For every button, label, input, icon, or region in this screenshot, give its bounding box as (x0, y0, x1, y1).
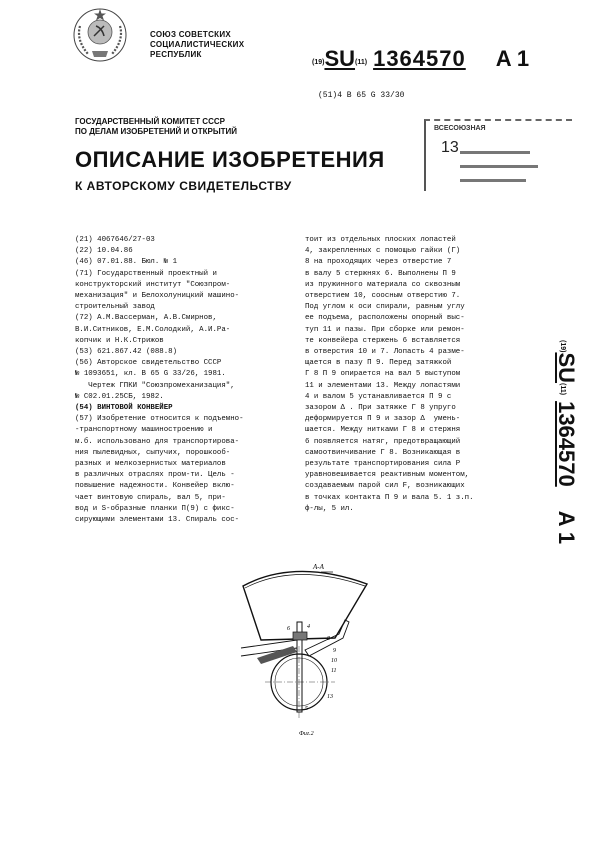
ussr-emblem (70, 6, 130, 64)
part-label: 8 (327, 636, 330, 642)
inid-code-19: (19) (312, 59, 325, 66)
abstract-line: отверстием 10, соосным отверстию 7. (305, 292, 461, 301)
biblio-line: (56) Авторское свидетельство СССР (75, 359, 222, 368)
abstract-line: вод и S-образные планки П(9) с фикс- (75, 504, 235, 513)
abstract-line: разных и мелкозернистых материалов (75, 460, 226, 469)
union-line: РЕСПУБЛИК (150, 50, 202, 59)
document-kind: A 1 (554, 510, 579, 545)
union-name (150, 30, 244, 60)
abstract-line: деформируется П 9 и зазор Δ умень- (305, 415, 461, 424)
abstract-line: в различных отраслях пром-ти. Цель - (75, 471, 235, 480)
biblio-line: (71) Государственный проектный и (75, 269, 217, 278)
biblio-line: № 1093651, кл. В 65 G 33/26, 1981. (75, 370, 226, 379)
stamp-smudge (460, 151, 530, 154)
abstract-line: шается. Между нитками Г 8 и стержня (305, 426, 461, 435)
abstract-line: щается в пазу П 9. Перед затяжкой (305, 359, 452, 368)
document-subtitle: К АВТОРСКОМУ СВИДЕТЕЛЬСТВУ (75, 179, 292, 193)
committee-name (75, 117, 237, 137)
part-label: 6 (287, 626, 290, 632)
biblio-line: Чертеж ГПКИ "Союзпромеханизация", (75, 381, 235, 390)
union-line: СОЦИАЛИСТИЧЕСКИХ (150, 40, 245, 49)
abstract-column (305, 235, 550, 515)
stamp-label: ВСЕСОЮЗНАЯ (434, 125, 486, 132)
patent-id-line (312, 46, 529, 72)
biblio-line: копчик и Н.К.Стрижов (75, 336, 164, 345)
inid-code-11: (11) (355, 59, 368, 66)
abstract-line: (57) Изобретение относится к подъемно- (75, 415, 244, 424)
abstract-line: чает винтовую спираль, вал 5, при- (75, 493, 226, 502)
committee-line: ГОСУДАРСТВЕННЫЙ КОМИТЕТ СССР (75, 117, 225, 126)
abstract-line: из пружинного материала со сквозным (305, 280, 461, 289)
biblio-line: № С02.01.25СБ, 1982. (75, 392, 164, 401)
biblio-line: механизация" и Белохолуницкий машино- (75, 292, 240, 301)
patent-number: 1364570 (554, 401, 579, 487)
country-code: SU (324, 46, 356, 71)
ipc-classification: (51)4 B 65 G 33/30 (318, 91, 405, 100)
nut (293, 632, 307, 640)
part-label: 5 (305, 706, 308, 712)
biblio-line: конструкторский институт "Союзпром- (75, 280, 231, 289)
vertical-patent-number (539, 340, 579, 670)
abstract-line: в точках контакта П 9 и вала 5. 1 з.п. (305, 493, 474, 502)
abstract-line: результате транспортирования сила P (305, 460, 461, 469)
section-label: А-А (313, 563, 324, 571)
abstract-line: 4, закрепленных с помощью гайки (Г) (305, 247, 461, 256)
committee-line: ПО ДЕЛАМ ИЗОБРЕТЕНИЙ И ОТКРЫТИЙ (75, 127, 238, 136)
document-title: ОПИСАНИЕ ИЗОБРЕТЕНИЯ (75, 147, 385, 172)
abstract-line: 11 и элементами 13. Между лопастями (305, 381, 461, 390)
figure-caption: Фиг.2 (299, 731, 314, 737)
abstract-line: повышение надежности. Конвейер вклю- (75, 482, 235, 491)
trough-inner (245, 574, 365, 588)
trough-outline (243, 571, 367, 640)
abstract-line: 4 и валом 5 устанавливается П 9 с (305, 392, 452, 401)
abstract-line: туп 11 и пазы. При сборке или ремон- (305, 325, 465, 334)
part-label: 13 (327, 694, 333, 700)
inid-code-11: (11) (559, 383, 566, 396)
abstract-line: уравновешивается реактивным моментом, (305, 471, 470, 480)
technical-drawing (235, 560, 385, 740)
biblio-line: В.И.Ситников, Е.М.Солодкий, А.И.Ра- (75, 325, 231, 334)
union-line: СОЮЗ СОВЕТСКИХ (150, 30, 232, 39)
library-stamp (424, 119, 572, 191)
abstract-line: 8 на проходящих через отверстие 7 (305, 258, 452, 267)
abstract-line: -транспортному машиностроению и (75, 426, 213, 435)
abstract-line: Г 8 П 9 опирается на вал 5 выступом (305, 370, 461, 379)
abstract-line: 6 появляется натяг, предотвращающий (305, 437, 461, 446)
biblio-line: (72) А.М.Вассерман, А.В.Смирнов, (75, 314, 217, 323)
biblio-line: строительный завод (75, 303, 155, 312)
patent-number: 1364570 (373, 46, 466, 71)
biblio-line: (21) 4067646/27-03 (75, 236, 155, 244)
abstract-line: создаваемым парой сил F, возникающих (305, 482, 465, 491)
part-label: 10 (331, 658, 337, 664)
flange (241, 640, 297, 648)
abstract-line: самоотвинчивание Г 8. Возникающая в (305, 448, 461, 457)
invention-title-line: (54) ВИНТОВОЙ КОНВЕЙЕР (75, 404, 173, 413)
abstract-line: тоит из отдельных плоских лопастей (305, 236, 456, 244)
inid-code-19: (19) (559, 340, 566, 353)
biblio-line: (22) 10.04.86 (75, 247, 133, 256)
part-label: 4 (307, 624, 310, 630)
stamp-smudge (460, 165, 538, 168)
stamp-smudge (460, 179, 526, 182)
abstract-line: те конвейера стержень 6 вставляется (305, 336, 461, 345)
abstract-line: в отверстия 10 и 7. Лопасть 4 разме- (305, 348, 465, 357)
biblio-line: (46) 07.01.88. Бюл. № 1 (75, 258, 178, 267)
document-kind: A 1 (495, 46, 530, 71)
abstract-line: ния пылевидных, сыпучих, порошкооб- (75, 448, 231, 457)
part-label: 11 (331, 668, 337, 674)
country-code: SU (554, 352, 579, 384)
abstract-line: ф-лы, 5 ил. (305, 504, 354, 513)
abstract-line: м.б. использовано для транспортирова- (75, 437, 240, 446)
abstract-line: в валу 5 стержнях 6. Выполнены П 9 (305, 269, 456, 278)
bibliographic-column (75, 235, 297, 526)
stamp-number: 13 (441, 139, 459, 156)
abstract-line: ее подъема, расположены опорный выс- (305, 314, 465, 323)
abstract-line: зазором Δ . При затяжке Г 8 упруго (305, 404, 456, 413)
abstract-line: Под углом к оси спирали, равным углу (305, 303, 465, 312)
abstract-line: сирующими элементами 13. Спираль сос- (75, 516, 240, 525)
biblio-line: (53) 621.867.42 (088.8) (75, 348, 178, 357)
part-label: 9 (333, 648, 336, 654)
